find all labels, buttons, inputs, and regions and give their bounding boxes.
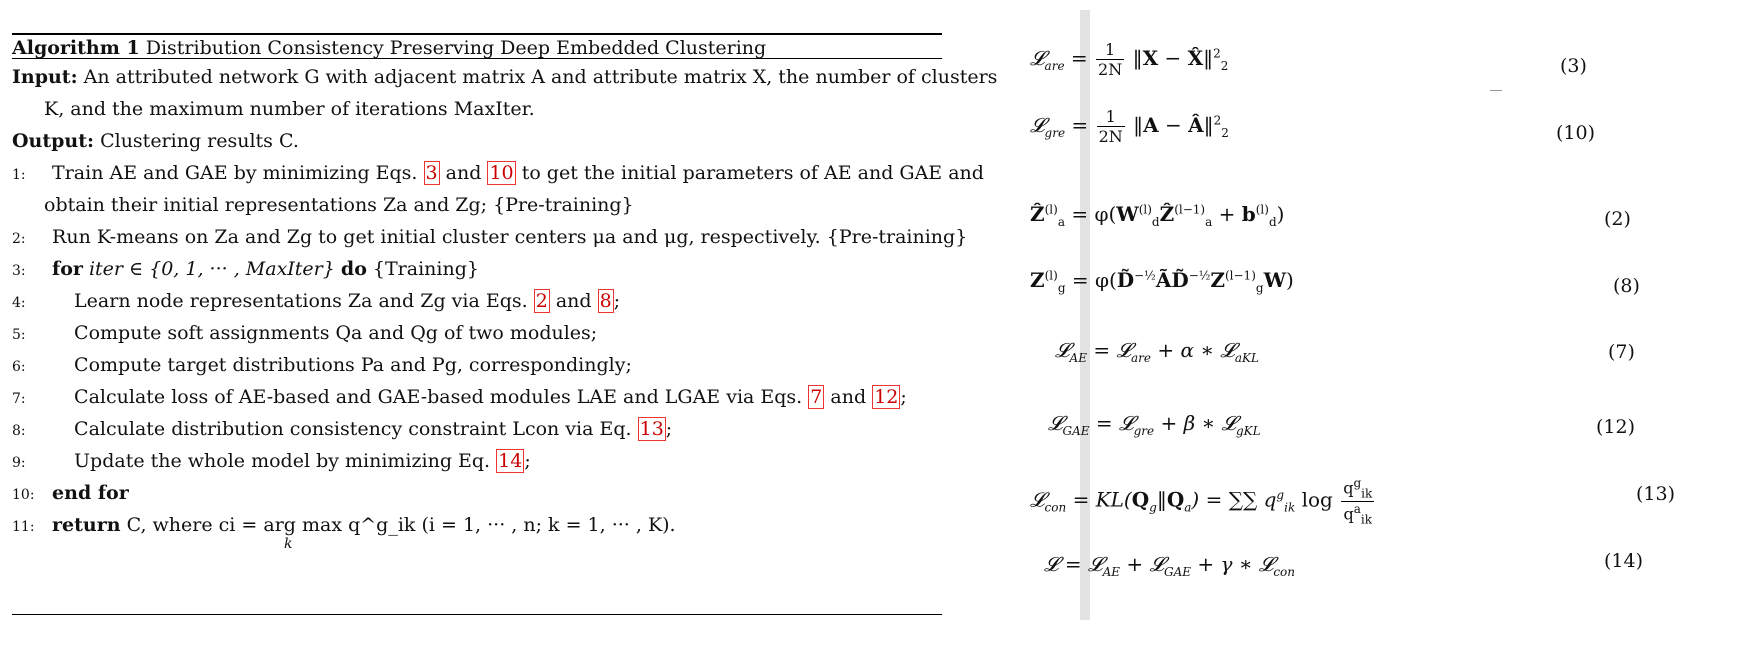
algorithm-label: Algorithm 1 <box>12 37 140 59</box>
eq-number: (13) <box>1636 483 1676 505</box>
equation-7: 𝓛$_{AE}$ = 𝓛$_{are}$ + α ∗ 𝓛$_{aKL}$ <box>1055 338 1259 365</box>
step-5 <box>12 322 597 344</box>
step-number: 8: <box>12 423 26 439</box>
input-line <box>12 66 997 88</box>
eq-ref-link[interactable]: 10 <box>489 162 514 184</box>
step-text: k <box>284 536 293 552</box>
input-line-2 <box>44 98 535 120</box>
eq-number: (8) <box>1613 275 1640 297</box>
eq-ref-link[interactable]: 8 <box>599 290 612 312</box>
eq-ref-link[interactable]: 12 <box>874 386 899 408</box>
step-text: C, where ci = arg max q^g_ik (i = 1, ··· , n; k = 1, ··· , K). <box>126 514 676 536</box>
algorithm-mid-rule <box>12 58 942 59</box>
step-text: Calculate distribution consistency constraint Lcon via Eq. <box>74 418 632 440</box>
step-text: Compute target distributions Pa and Pg, correspondingly; <box>74 354 632 376</box>
dash-mark <box>1490 90 1502 91</box>
output-label: Output: <box>12 130 95 152</box>
equation-14: 𝓛 = 𝓛$_{AE}$ + 𝓛$_{GAE}$ + γ ∗ 𝓛$_{con}$ <box>1044 552 1295 579</box>
step-text: Run K-means on Za and Zg to get initial cluster centers μa and μg, respectively. {Pre-training} <box>52 226 968 248</box>
step-number: 5: <box>12 327 26 343</box>
step-text: to get the initial parameters of AE and GAE and <box>521 162 984 184</box>
step-number: 9: <box>12 455 26 471</box>
step-text: ; <box>524 450 531 472</box>
step-2 <box>12 226 967 248</box>
step-text: Calculate loss of AE-based and GAE-based modules LAE and LGAE via Eqs. <box>74 386 803 408</box>
step-text: Learn node representations Za and Zg via Eqs. <box>74 290 528 312</box>
vertical-bar <box>1080 10 1090 620</box>
output-line <box>12 130 299 152</box>
keyword: do <box>340 258 367 280</box>
step-10 <box>12 482 129 504</box>
step-number: 10: <box>12 487 35 503</box>
input-label: Input: <box>12 66 78 88</box>
eq-number: (7) <box>1608 341 1635 363</box>
equation-3: 𝓛$_{are}$ = $\frac{1}{2N}$ ‖X − X̂‖$^2_2$ <box>1030 40 1229 79</box>
keyword: for <box>52 258 83 280</box>
output-text: Clustering results C. <box>100 130 299 152</box>
eq-number: (10) <box>1556 122 1596 144</box>
step-1 <box>12 162 984 184</box>
equation-2: Ẑ$^{(l)}_a$ = $\varphi(W^{(l)}_dẐ^{(l-1)}_a + b^{(l)}_d)$ <box>1030 202 1285 229</box>
eq-number: (12) <box>1596 416 1636 438</box>
eq-number: (3) <box>1560 55 1587 77</box>
step-3 <box>12 258 479 280</box>
step-text: ; <box>900 386 907 408</box>
eq-ref-link[interactable]: 7 <box>810 386 823 408</box>
keyword: return <box>52 514 121 536</box>
eq-number: (2) <box>1604 208 1631 230</box>
step-text: and <box>445 162 482 184</box>
step-7 <box>12 386 907 408</box>
step-text: Update the whole model by minimizing Eq. <box>74 450 491 472</box>
equation-12: 𝓛$_{GAE}$ = 𝓛$_{gre}$ + β ∗ 𝓛$_{gKL}$ <box>1048 411 1261 438</box>
eq-ref-link[interactable]: 3 <box>425 162 438 184</box>
step-text: and <box>555 290 592 312</box>
argmax-subscript <box>284 536 292 552</box>
eq-ref-link[interactable]: 13 <box>639 418 664 440</box>
algorithm-top-rule <box>12 33 942 35</box>
equation-13: 𝓛$_{con}$ = $KL(Q_g‖Q_a)$ = ∑∑ $q^g_{ik}$ log $\frac{q^g_{ik}}{q^a_{ik}}$ <box>1030 476 1373 527</box>
step-1-cont <box>44 194 634 216</box>
step-number: 4: <box>12 295 26 311</box>
step-4 <box>12 290 620 312</box>
step-text: iter ∈ {0, 1, ··· , MaxIter} <box>88 258 335 280</box>
eq-number: (14) <box>1604 550 1644 572</box>
step-8 <box>12 418 672 440</box>
algorithm-title-text: Distribution Consistency Preserving Deep Embedded Clustering <box>145 37 767 59</box>
step-text: and <box>830 386 867 408</box>
step-text: Train AE and GAE by minimizing Eqs. <box>52 162 418 184</box>
step-text: ; <box>613 290 621 312</box>
equation-10: 𝓛$_{gre}$ = $\frac{1}{2N}$ ‖A − Â‖$^2_2$ <box>1030 107 1229 146</box>
algorithm-bottom-rule <box>12 614 942 615</box>
step-6 <box>12 354 632 376</box>
algorithm-title <box>12 37 766 59</box>
step-text: ; <box>665 418 673 440</box>
step-9 <box>12 450 531 472</box>
step-number: 7: <box>12 391 26 407</box>
step-number: 1: <box>12 167 26 183</box>
eq-ref-link[interactable]: 2 <box>535 290 548 312</box>
equation-8: $Z^{(l)}_g$ = $\varphi(D̃^{-\frac{1}{2}}ÃD̃^{-\frac{1}{2}}Z^{(l-1)}_gW)$ <box>1030 268 1294 295</box>
step-11 <box>12 514 676 536</box>
eq-ref-link[interactable]: 14 <box>498 450 523 472</box>
step-number: 2: <box>12 231 26 247</box>
input-text-2: K, and the maximum number of iterations MaxIter. <box>44 98 535 120</box>
step-text: {Training} <box>372 258 479 280</box>
input-text-1: An attributed network G with adjacent matrix A and attribute matrix X, the number of clusters <box>83 66 998 88</box>
step-number: 3: <box>12 263 26 279</box>
keyword: end for <box>52 482 129 504</box>
step-number: 11: <box>12 519 35 535</box>
step-text: Compute soft assignments Qa and Qg of two modules; <box>74 322 598 344</box>
step-text: obtain their initial representations Za and Zg; {Pre-training} <box>44 194 634 216</box>
step-number: 6: <box>12 359 26 375</box>
